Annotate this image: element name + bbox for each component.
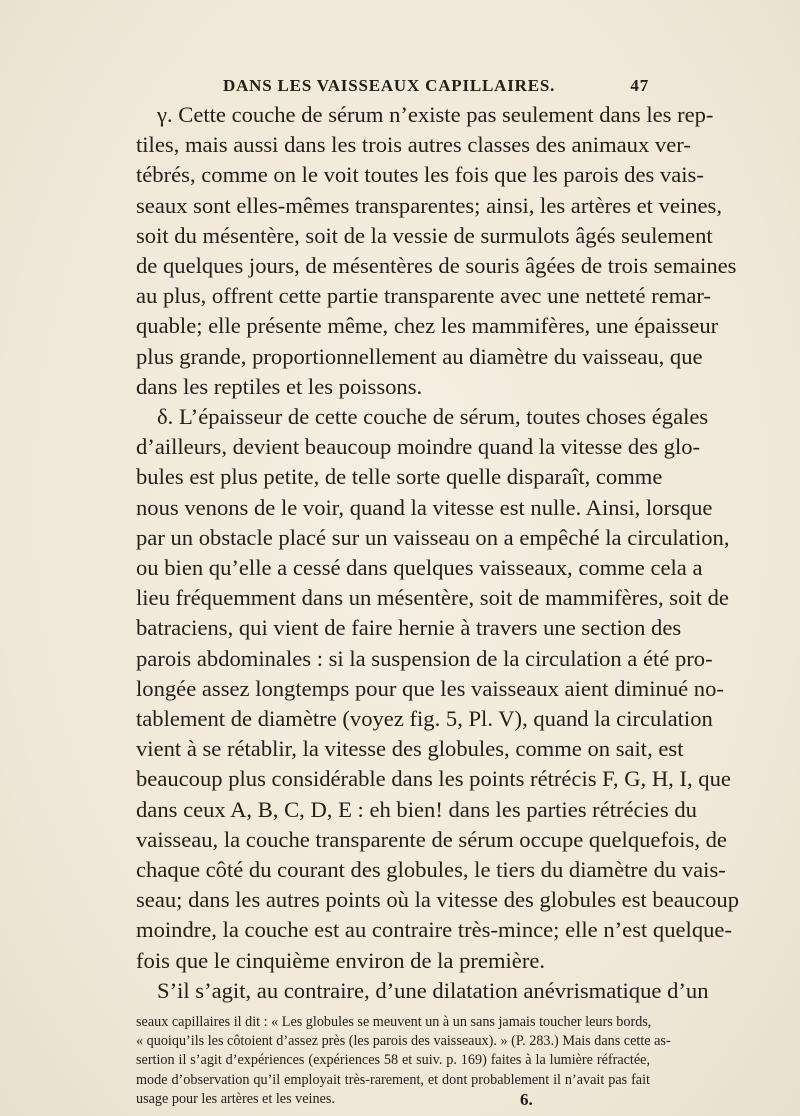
body-line: vient à se rétablir, la vitesse des globules, comme on sait, est: [136, 736, 684, 762]
body-line: quable; elle présente même, chez les mammifères, une épaisseur: [136, 313, 719, 339]
body-line: seaux sont elles-mêmes transparentes; ainsi, les artères et veines,: [136, 192, 722, 218]
body-line: nous venons de le voir, quand la vitesse est nulle. Ainsi, lorsque: [136, 494, 713, 520]
body-line: au plus, offrent cette partie transparente avec une netteté remar-: [136, 283, 711, 309]
body-line: d’ailleurs, devient beaucoup moindre quand la vitesse des glo-: [136, 434, 701, 460]
body-line: moindre, la couche est au contraire très-mince; elle n’est quelque-: [136, 917, 732, 943]
body-line: longée assez longtemps pour que les vaisseaux aient diminué no-: [136, 675, 724, 701]
footnote: [136, 1013, 671, 1109]
body-text: [136, 100, 739, 1006]
body-line: tablement de diamètre (voyez fig. 5, Pl. V), quand la circulation: [136, 706, 713, 732]
body-line: parois abdominales : si la suspension de la circulation a été pro-: [136, 645, 713, 671]
body-line: seau; dans les autres points où la vitesse des globules est beaucoup: [136, 887, 739, 913]
body-line: de quelques jours, de mésentères de souris âgées de trois semaines: [136, 253, 737, 279]
running-title: DANS LES VAISSEAUX CAPILLAIRES.: [223, 76, 556, 95]
body-line: bules est plus petite, de telle sorte quelle disparaît, comme: [136, 464, 663, 490]
body-line: dans les reptiles et les poissons.: [136, 373, 423, 399]
body-line: chaque côté du courant des globules, le tiers du diamètre du vais-: [136, 857, 726, 883]
body-line: vaisseau, la couche transparente de sérum occupe quelquefois, de: [136, 826, 727, 852]
body-line: tébrés, comme on le voit toutes les fois que les parois des vais-: [136, 162, 704, 188]
body-line: beaucoup plus considérable dans les points rétrécis F, G, H, I, que: [136, 766, 731, 792]
body-line: soit du mésentère, soit de la vessie de surmulots âgés seulement: [136, 222, 713, 248]
page-number: 47: [630, 76, 649, 95]
footnote-line: sertion il s’agit d’expériences (expériences 58 et suiv. p. 169) faites à la lumière réfractée,: [136, 1052, 650, 1069]
body-line: δ. L’épaisseur de cette couche de sérum, toutes choses égales: [157, 404, 709, 430]
body-line: par un obstacle placé sur un vaisseau on a empêché la circulation,: [136, 524, 730, 550]
body-line: lieu fréquemment dans un mésentère, soit de mammifères, soit de: [136, 585, 729, 611]
running-header: [189, 76, 649, 96]
footnote-line: usage pour les artères et les veines.: [136, 1090, 335, 1107]
footnote-line: « quoiqu’ils les côtoient d’assez près (les parois des vaisseaux). » (P. 283.) Mais dans cette as-: [136, 1033, 671, 1050]
body-line: batraciens, qui vient de faire hernie à travers une section des: [136, 615, 682, 641]
body-line: plus grande, proportionnellement au diamètre du vaisseau, que: [136, 343, 703, 369]
footnote-line: seaux capillaires il dit : « Les globules se meuvent un à un sans jamais toucher leurs bords,: [136, 1014, 652, 1030]
body-line: fois que le cinquième environ de la première.: [136, 947, 546, 973]
body-line: tiles, mais aussi dans les trois autres classes des animaux ver-: [136, 132, 691, 158]
body-line: ou bien qu’elle a cessé dans quelques vaisseaux, comme cela a: [136, 555, 703, 581]
body-line: γ. Cette couche de sérum n’existe pas seulement dans les rep-: [157, 102, 714, 127]
body-line: dans ceux A, B, C, D, E : eh bien! dans les parties rétrécies du: [136, 796, 697, 822]
footnote-line: mode d’observation qu’il employait très-rarement, et dont probablement il n’avait pas fait: [136, 1071, 650, 1088]
signature-mark: 6.: [520, 1090, 533, 1109]
body-line: S’il s’agit, au contraire, d’une dilatation anévrismatique d’un: [157, 977, 709, 1003]
